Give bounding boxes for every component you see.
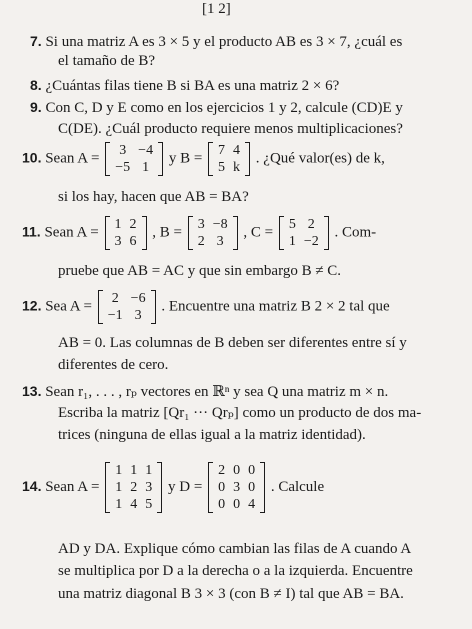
exercise-11-sep-c: , C = — [243, 224, 274, 241]
matrix-entry: 3 — [134, 308, 142, 323]
matrix-entry: 1 — [114, 217, 122, 232]
exercise-14-line-4: una matriz diagonal B 3 × 3 (con B ≠ I) tal que AB = BA. — [58, 586, 404, 602]
exercise-9-text: Con C, D y E como en los ejercicios 1 y 2, calcule (CD)E y — [45, 100, 403, 116]
exercise-14-post: . Calcule — [270, 478, 325, 495]
exercise-13-text: Sean r₁, . . . , rₚ vectores en ℝⁿ y sea Q una matriz m × n. — [45, 384, 389, 400]
exercise-13-line-2: Escriba la matriz [Qr₁ ··· Qrₚ] como un producto de dos ma- — [58, 405, 422, 421]
matrix-entry: 0 — [233, 463, 241, 478]
matrix-entry: 2 — [218, 463, 226, 478]
matrix-entry: −2 — [303, 234, 319, 249]
exercise-8-text: ¿Cuántas filas tiene B si BA es una matriz 2 × 6? — [45, 78, 340, 94]
matrix-entry: 0 — [248, 463, 256, 478]
matrix-entry: −8 — [212, 217, 228, 232]
exercise-12-line-1 — [22, 290, 390, 324]
exercise-14-line-3: se multiplica por D a la derecha o a la izquierda. Encuentre — [58, 563, 413, 579]
matrix-a-ex10 — [105, 142, 163, 176]
matrix-entry: 5 — [288, 217, 296, 232]
exercise-14-line-2: AD y DA. Explique cómo cambian las filas de A cuando A — [58, 541, 412, 557]
exercise-11-line-2: pruebe que AB = AC y que sin embargo B ≠ C. — [58, 263, 342, 279]
matrix-entry: 1 — [115, 463, 123, 478]
exercise-12-number: 12. — [22, 297, 42, 314]
exercise-12-pre: Sea A = — [45, 298, 93, 315]
matrix-a-ex12 — [98, 290, 156, 324]
exercise-10-pre: Sean A = — [45, 150, 100, 167]
matrix-d-ex14 — [208, 462, 265, 513]
exercise-7-text: Si una matriz A es 3 × 5 y el producto AB es 3 × 7, ¿cuál es — [45, 34, 403, 50]
matrix-entry: 1 — [130, 463, 138, 478]
exercise-11-sep-b: , B = — [152, 224, 182, 241]
exercise-13-number: 13. — [22, 383, 42, 399]
matrix-entry: 3 — [114, 234, 122, 249]
matrix-entry: 1 — [288, 234, 296, 249]
exercise-11-pre: Sean A = — [44, 224, 99, 241]
matrix-entry: 1 — [115, 497, 123, 512]
matrix-entry: 0 — [248, 480, 256, 495]
matrix-entry: 2 — [130, 480, 138, 495]
exercise-11-post: . Com- — [334, 224, 377, 241]
exercise-11-line-1 — [22, 216, 376, 250]
matrix-entry: 7 — [218, 143, 226, 158]
exercise-14-line-1 — [22, 462, 324, 513]
matrix-entry: 3 — [197, 217, 205, 232]
matrix-entry: 2 — [129, 217, 137, 232]
exercise-11-number: 11. — [22, 223, 41, 240]
exercise-7-number: 7. — [30, 33, 42, 49]
matrix-entry: 3 — [216, 234, 224, 249]
matrix-entry: −4 — [138, 143, 154, 158]
matrix-entry: −5 — [115, 160, 131, 175]
matrix-entry: 1 — [115, 480, 123, 495]
exercise-10-number: 10. — [22, 149, 42, 166]
exercise-12-line-3: diferentes de cero. — [58, 357, 169, 373]
exercise-8-number: 8. — [30, 77, 42, 93]
exercise-14-pre: Sean A = — [45, 478, 100, 495]
exercise-12-line-2: AB = 0. Las columnas de B deben ser diferentes entre sí y — [58, 335, 407, 351]
exercise-9-line-2: C(DE). ¿Cuál producto requiere menos multiplicaciones? — [58, 121, 403, 137]
matrix-entry: 0 — [218, 480, 226, 495]
matrix-b-ex10 — [208, 142, 250, 176]
matrix-c-ex11 — [279, 216, 329, 250]
matrix-entry: −6 — [130, 291, 146, 306]
exercise-14-number: 14. — [22, 477, 42, 494]
exercise-10-line-1 — [22, 142, 385, 176]
matrix-entry: 3 — [233, 480, 241, 495]
matrix-entry: 5 — [218, 160, 226, 175]
exercise-10-mid: y B = — [168, 150, 203, 167]
exercise-12-post: . Encuentre una matriz B 2 × 2 tal que — [161, 298, 390, 315]
matrix-a-ex14 — [105, 462, 162, 513]
matrix-entry: k — [233, 160, 241, 175]
exercise-10-line-2: si los hay, hacen que AB = BA? — [58, 189, 249, 205]
matrix-entry: 4 — [248, 497, 256, 512]
exercise-7-line-2: el tamaño de B? — [58, 53, 156, 69]
matrix-entry: 2 — [197, 234, 205, 249]
matrix-entry: 0 — [233, 497, 241, 512]
exercise-8-line-1 — [30, 76, 339, 96]
matrix-entry: 1 — [145, 463, 153, 478]
exercise-13-line-1 — [22, 382, 388, 402]
matrix-b-ex11 — [188, 216, 238, 250]
exercise-7-line-1 — [30, 32, 402, 52]
matrix-entry: −1 — [107, 308, 123, 323]
matrix-entry: 4 — [130, 497, 138, 512]
matrix-entry: 2 — [307, 217, 315, 232]
matrix-entry: 5 — [145, 497, 153, 512]
matrix-entry: 4 — [233, 143, 241, 158]
exercise-13-line-3: trices (ninguna de ellas igual a la matriz identidad). — [58, 427, 366, 443]
exercise-9-number: 9. — [30, 99, 42, 115]
exercise-10-post: . ¿Qué valor(es) de k, — [255, 150, 385, 167]
matrix-entry: 2 — [111, 291, 119, 306]
matrix-entry: 1 — [142, 160, 150, 175]
matrix-entry: 0 — [218, 497, 226, 512]
matrix-entry: 6 — [129, 234, 137, 249]
matrix-a-ex11 — [105, 216, 147, 250]
exercise-9-line-1 — [30, 98, 403, 118]
matrix-entry: 3 — [119, 143, 127, 158]
matrix-entry: 3 — [145, 480, 153, 495]
exercise-14-mid: y D = — [168, 478, 203, 495]
top-matrix-fragment: [1 2] — [202, 1, 231, 17]
